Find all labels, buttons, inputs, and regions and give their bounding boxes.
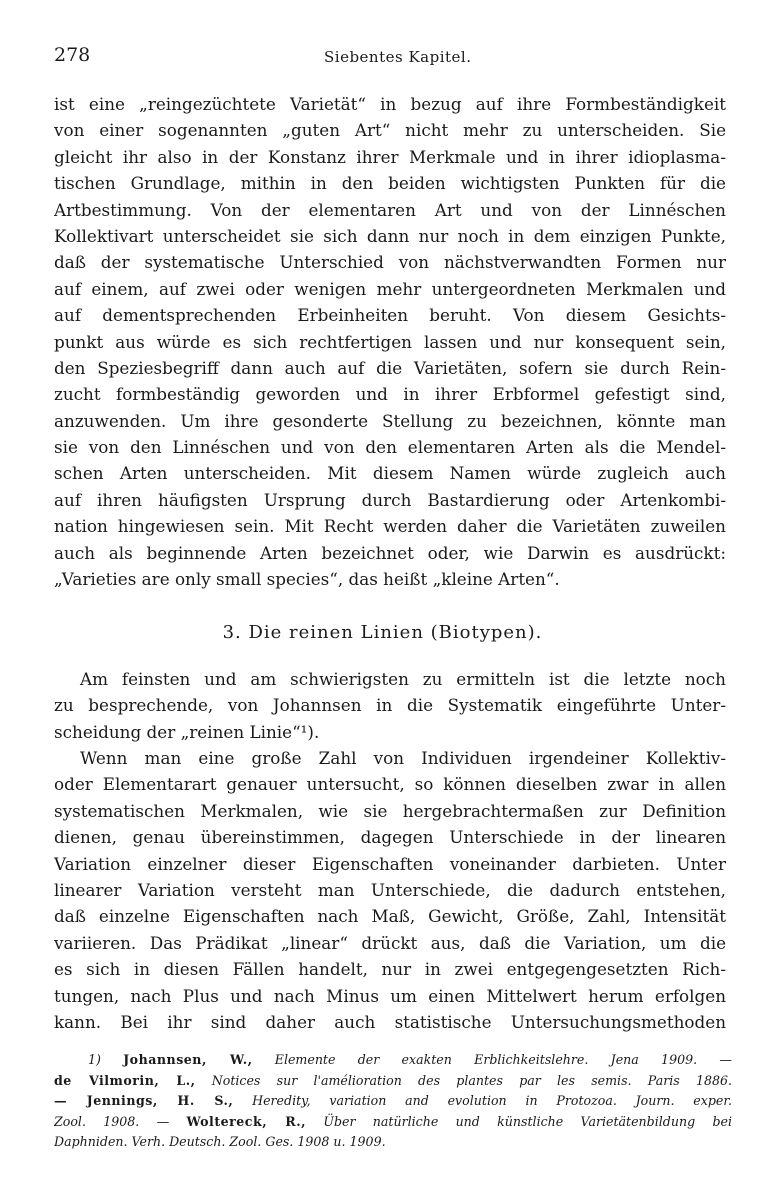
text-line: tischen Grundlage, mithin in den beiden wichtigsten Punkten für die xyxy=(54,173,726,194)
footnotes xyxy=(54,1050,732,1153)
page-number: 278 xyxy=(54,44,91,66)
footnote-text: Zool. 1908. — xyxy=(54,1113,187,1129)
footnote-number: 1) xyxy=(88,1052,124,1067)
text-line: kann. Bei ihr sind daher auch statistische Untersuchungsmethoden xyxy=(54,1011,726,1032)
text-line: ist eine „reingezüchtete Varietät“ in bezug auf ihre Formbeständigkeit xyxy=(54,94,726,114)
footnote-text: Elemente der exakten Erblichkeitslehre. Jena 1909. — xyxy=(252,1052,732,1067)
text-line: tungen, nach Plus und nach Minus um einen Mittelwert herum erfolgen xyxy=(54,985,726,1006)
text-line: gleicht ihr also in der Konstanz ihrer Merkmale und in ihrer idioplasma- xyxy=(54,146,726,167)
text-line: dienen, genau übereinstimmen, dagegen Unterschiede in der linearen xyxy=(54,827,726,848)
footnote-author: Woltereck, R., xyxy=(186,1113,307,1129)
text-line: daß einzelne Eigenschaften nach Maß, Gewicht, Größe, Zahl, Intensität xyxy=(54,906,726,927)
footnote-text: Daphniden. Verh. Deutsch. Zool. Ges. 1908 u. 1909. xyxy=(54,1134,386,1149)
text-line: linearer Variation versteht man Unterschiede, die dadurch entstehen, xyxy=(54,879,726,900)
text-line: daß der systematische Unterschied von nächstverwandten Formen nur xyxy=(54,252,726,273)
text-line: Am feinsten und am schwierigsten zu ermitteln ist die letzte noch xyxy=(80,669,726,689)
footnote-author: Jennings, H. S., xyxy=(86,1093,234,1108)
text-line: den Speziesbegriff dann auch auf die Varietäten, sofern sie durch Rein- xyxy=(54,357,726,378)
text-line: systematischen Merkmalen, wie sie hergebrachtermaßen zur Definition xyxy=(54,800,726,821)
footnote-text: Heredity, variation and evolution in Protozoa. Journ. exper. xyxy=(233,1093,732,1108)
text-line: auch als beginnende Arten bezeichnet oder, wie Darwin es ausdrückt: xyxy=(54,542,726,563)
text-line: nation hingewiesen sein. Mit Recht werden daher die Varietäten zuweilen xyxy=(54,516,726,537)
footnote-text: Über natürliche und künstliche Varietätenbildung bei xyxy=(306,1113,732,1129)
footnote-dash: — xyxy=(54,1093,87,1108)
paragraph-3 xyxy=(54,745,726,1035)
text-line: punkt aus würde es sich rechtfertigen lassen und nur konsequent sein, xyxy=(54,331,726,352)
running-head: Siebentes Kapitel. xyxy=(324,48,472,66)
text-line: auf ihren häufigsten Ursprung durch Bastardierung oder Artenkombi- xyxy=(54,489,726,510)
text-line: scheidung der „reinen Linie“¹). xyxy=(54,721,320,742)
text-line: schen Arten unterscheiden. Mit diesem Namen würde zugleich auch xyxy=(54,463,726,484)
footnote-line xyxy=(54,1112,732,1133)
page-header xyxy=(54,44,717,74)
footnote-line xyxy=(54,1132,732,1153)
text-line: variieren. Das Prädikat „linear“ drückt aus, daß die Variation, um die xyxy=(54,932,726,953)
text-line: auf dementsprechenden Erbeinheiten beruht. Von diesem Gesichts- xyxy=(54,305,726,326)
text-line: anzuwenden. Um ihre gesonderte Stellung zu bezeichnen, könnte man xyxy=(54,410,726,431)
text-line: „Varieties are only small species“, das heißt „kleine Arten“. xyxy=(54,569,560,590)
paragraph-1 xyxy=(54,91,726,592)
paragraph-2 xyxy=(54,666,726,745)
footnote-author: Johannsen, W., xyxy=(123,1052,253,1067)
footnote-line xyxy=(54,1071,732,1092)
text-line: oder Elementarart genauer untersucht, so können dieselben zwar in allen xyxy=(54,774,726,795)
text-line: zucht formbeständig geworden und in ihrer Erbformel gefestigt sind, xyxy=(54,384,726,405)
text-line: zu besprechende, von Johannsen in die Systematik eingeführte Unter- xyxy=(54,695,726,716)
footnote-author: de Vilmorin, L., xyxy=(54,1072,196,1088)
text-line: auf einem, auf zwei oder wenigen mehr untergeordneten Merkmalen und xyxy=(54,278,726,299)
text-line: es sich in diesen Fällen handelt, nur in zwei entgegengesetzten Rich- xyxy=(54,959,726,980)
footnote-line xyxy=(54,1091,732,1112)
footnote-line xyxy=(54,1050,732,1071)
text-line: Kollektivart unterscheidet sie sich dann nur noch in dem einzigen Punkte, xyxy=(54,225,726,246)
text-line: sie von den Linnéschen und von den elementaren Arten als die Mendel- xyxy=(54,437,726,458)
section-heading: 3. Die reinen Linien (Biotypen). xyxy=(222,622,543,643)
text-line: von einer sogenannten „guten Art“ nicht mehr zu unterscheiden. Sie xyxy=(54,120,726,141)
text-line: Artbestimmung. Von der elementaren Art und von der Linnéschen xyxy=(54,199,726,220)
text-line: Wenn man eine große Zahl von Individuen irgendeiner Kollektiv- xyxy=(80,748,726,768)
footnote-text: Notices sur l'amélioration des plantes par les semis. Paris 1886. xyxy=(195,1072,732,1088)
text-line: Variation einzelner dieser Eigenschaften voneinander darbieten. Unter xyxy=(54,853,726,874)
